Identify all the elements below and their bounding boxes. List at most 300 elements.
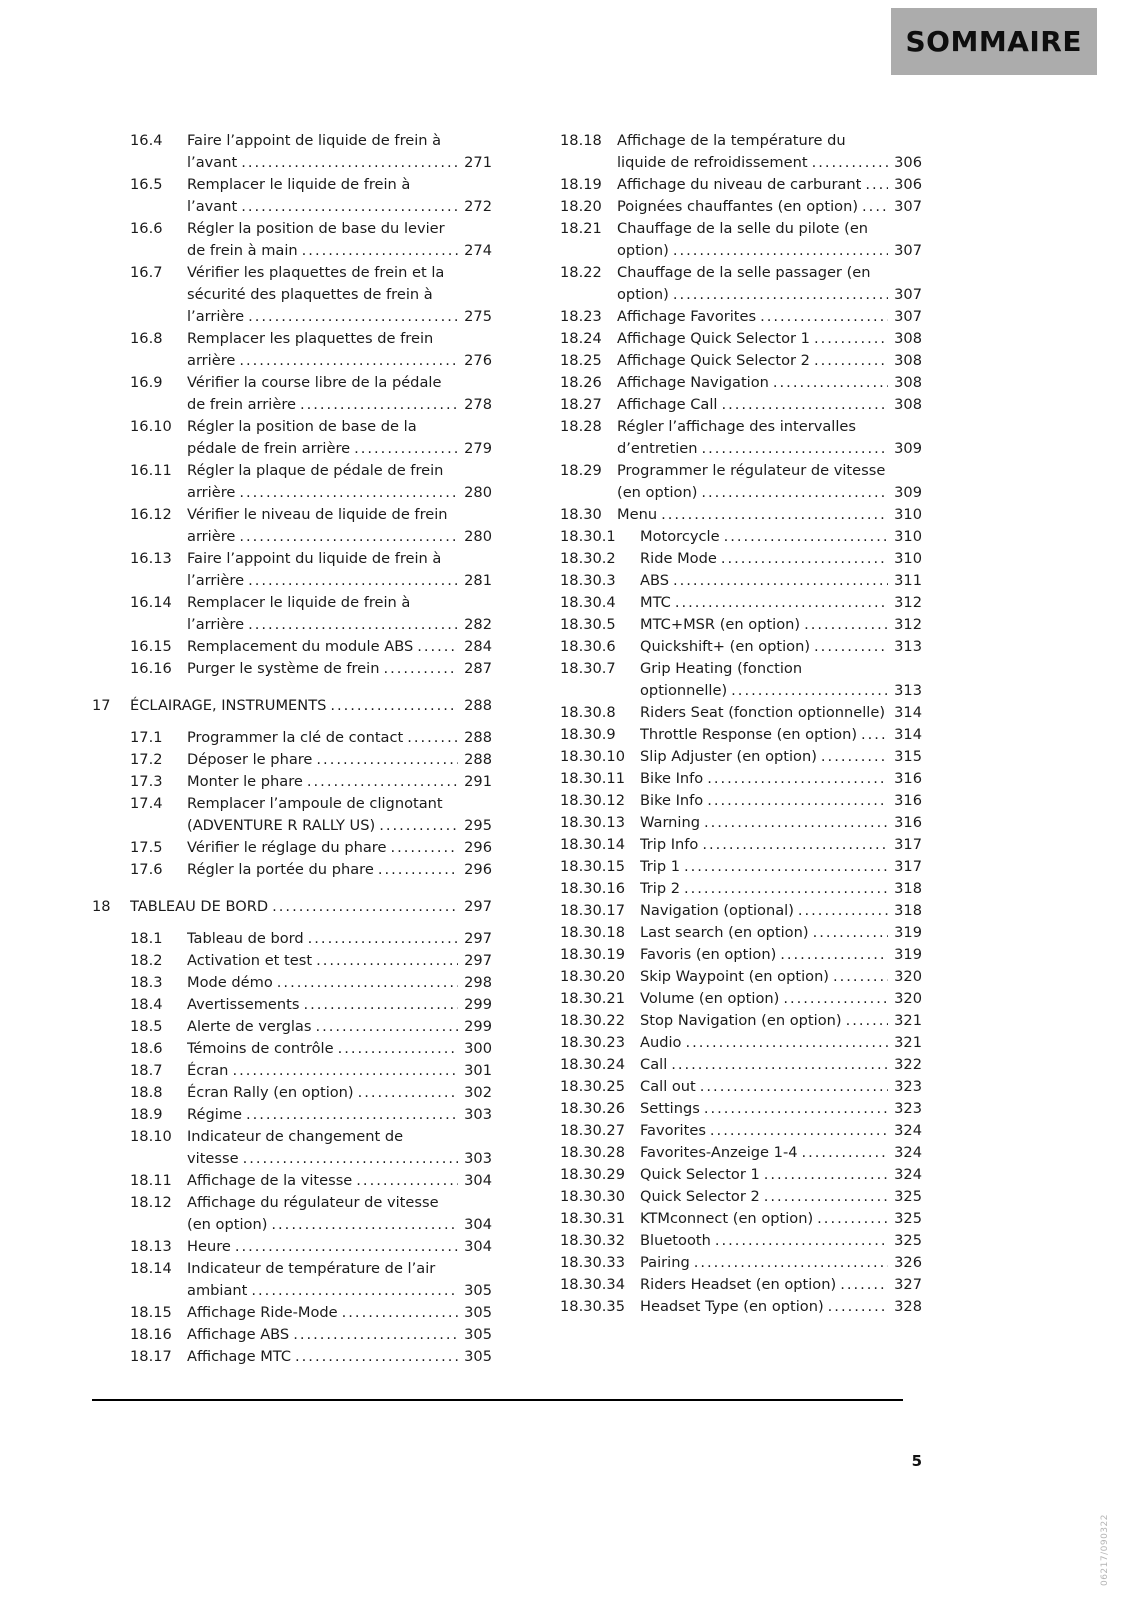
toc-entry-number: 17.4	[130, 795, 163, 812]
toc-entry-title: Affichage du niveau de carburant .....	[617, 174, 888, 196]
toc-entry-title: Activation et test .....	[187, 950, 458, 972]
toc-entry[interactable]	[130, 1038, 492, 1060]
toc-entry[interactable]	[130, 928, 492, 950]
toc-entry[interactable]	[130, 950, 492, 972]
toc-entry[interactable]	[130, 1104, 492, 1126]
toc-entry-title: Affichage Quick Selector 2 .....	[617, 350, 888, 372]
toc-entry-page: 310	[894, 528, 922, 545]
toc-entry-title: Monter le phare .....	[187, 771, 458, 793]
toc-entry[interactable]	[130, 658, 492, 680]
toc-entry-title: Régler la position de base de la pédale de frein arrière .....	[187, 416, 458, 460]
toc-entry-page: 325	[894, 1210, 922, 1227]
toc-entry-title: Affichage MTC .....	[187, 1346, 458, 1368]
toc-entry-page: 327	[894, 1276, 922, 1293]
toc-entry-title: Affichage ABS .....	[187, 1324, 458, 1346]
toc-entry[interactable]	[560, 1010, 922, 1032]
toc-entry-number: 18.30.32	[560, 1232, 625, 1249]
toc-entry-number: 17.3	[130, 773, 163, 790]
toc-entry[interactable]	[130, 837, 492, 859]
toc-entry[interactable]	[560, 856, 922, 878]
toc-entry[interactable]	[130, 1126, 492, 1170]
footer-rule	[92, 1399, 903, 1401]
toc-entry[interactable]	[560, 416, 922, 460]
toc-entry-title: Affichage Favorites .....	[617, 306, 888, 328]
toc-entry-title: Programmer le régulateur de vitesse (en option) .....	[617, 460, 888, 504]
toc-entry[interactable]	[560, 1296, 922, 1318]
toc-entry-page: 314	[894, 704, 922, 721]
toc-entry-title: Mode démo .....	[187, 972, 458, 994]
toc-entry-title: Écran .....	[187, 1060, 458, 1082]
toc-entry-page: 307	[894, 198, 922, 215]
toc-entry-title: Slip Adjuster (en option) .....	[640, 746, 888, 768]
toc-chapter-entry[interactable]	[92, 896, 492, 918]
toc-entry-number: 18.30.27	[560, 1122, 625, 1139]
toc-entry-number: 16.8	[130, 330, 163, 347]
toc-entry-page: 296	[464, 861, 492, 878]
toc-entry[interactable]	[130, 174, 492, 218]
toc-entry-number: 18.30.26	[560, 1100, 625, 1117]
toc-entry-number: 16.9	[130, 374, 163, 391]
toc-entry-title: Écran Rally (en option) .....	[187, 1082, 458, 1104]
toc-entry[interactable]	[130, 1082, 492, 1104]
toc-entry-title: MTC .....	[640, 592, 888, 614]
toc-entry[interactable]	[130, 1192, 492, 1236]
toc-entry[interactable]	[130, 416, 492, 460]
toc-entry-page: 317	[894, 836, 922, 853]
toc-entry[interactable]	[130, 771, 492, 793]
toc-entry-number: 16.12	[130, 506, 172, 523]
toc-entry[interactable]	[130, 460, 492, 504]
toc-entry-number: 18.21	[560, 220, 602, 237]
toc-entry-title: ÉCLAIRAGE, INSTRUMENTS .....	[130, 695, 458, 717]
toc-entry-title: Affichage Ride-Mode .....	[187, 1302, 458, 1324]
toc-entry[interactable]	[130, 972, 492, 994]
toc-entry-page: 305	[464, 1304, 492, 1321]
toc-entry-number: 18.22	[560, 264, 602, 281]
toc-entry-title: Call out .....	[640, 1076, 888, 1098]
toc-entry-title: Vérifier les plaquettes de frein et la sécurité des plaquettes de frein à l’arrière .....	[187, 262, 458, 328]
toc-entry-number: 18.30.9	[560, 726, 616, 743]
toc-entry-page: 324	[894, 1144, 922, 1161]
toc-entry[interactable]	[560, 1230, 922, 1252]
toc-entry[interactable]	[130, 548, 492, 592]
toc-entry-title: Audio .....	[640, 1032, 888, 1054]
toc-entry-page: 304	[464, 1216, 492, 1233]
toc-entry-page: 310	[894, 550, 922, 567]
toc-entry[interactable]	[560, 944, 922, 966]
toc-entry[interactable]	[560, 526, 922, 548]
toc-entry-number: 16.6	[130, 220, 163, 237]
toc-entry-title: Remplacer l’ampoule de clignotant (ADVENTURE R RALLY US) .....	[187, 793, 458, 837]
toc-entry[interactable]	[130, 793, 492, 837]
toc-entry-number: 17	[92, 697, 111, 714]
toc-entry-page: 295	[464, 817, 492, 834]
toc-entry-page: 315	[894, 748, 922, 765]
toc-entry-number: 18.30.5	[560, 616, 616, 633]
toc-entry[interactable]	[560, 768, 922, 790]
toc-entry[interactable]	[560, 1120, 922, 1142]
toc-entry-number: 18.28	[560, 418, 602, 435]
toc-entry-title: Stop Navigation (en option) .....	[640, 1010, 888, 1032]
toc-entry[interactable]	[560, 724, 922, 746]
toc-entry-title: Poignées chauffantes (en option) .....	[617, 196, 888, 218]
toc-entry-page: 279	[464, 440, 492, 457]
toc-entry-page: 307	[894, 308, 922, 325]
toc-entry-page: 282	[464, 616, 492, 633]
toc-entry-number: 18.30.4	[560, 594, 616, 611]
toc-entry-page: 271	[464, 154, 492, 171]
toc-entry[interactable]	[130, 994, 492, 1016]
toc-entry-title: Bluetooth .....	[640, 1230, 888, 1252]
toc-entry-title: Remplacer les plaquettes de frein arrière .....	[187, 328, 458, 372]
toc-entry[interactable]	[560, 790, 922, 812]
toc-entry[interactable]	[560, 1164, 922, 1186]
toc-entry-number: 18.20	[560, 198, 602, 215]
toc-entry-number: 17.2	[130, 751, 163, 768]
toc-entry-page: 299	[464, 1018, 492, 1035]
toc-entry-page: 288	[464, 751, 492, 768]
toc-entry-page: 297	[464, 898, 492, 915]
toc-entry-number: 18.30.20	[560, 968, 625, 985]
toc-entry-number: 18.30.35	[560, 1298, 625, 1315]
toc-chapter-entry[interactable]	[92, 695, 492, 717]
toc-entry-title: Riders Headset (en option) .....	[640, 1274, 888, 1296]
toc-entry[interactable]	[560, 900, 922, 922]
toc-entry-title: Quickshift+ (en option) .....	[640, 636, 888, 658]
toc-entry[interactable]	[130, 1302, 492, 1324]
toc-entry-title: Témoins de contrôle .....	[187, 1038, 458, 1060]
toc-entry-page: 305	[464, 1282, 492, 1299]
toc-entry-page: 324	[894, 1166, 922, 1183]
toc-entry-number: 18.18	[560, 132, 602, 149]
toc-entry-number: 18.4	[130, 996, 163, 1013]
toc-entry[interactable]	[130, 262, 492, 328]
toc-entry-title: Riders Seat (fonction optionnelle) .....	[640, 702, 888, 724]
toc-entry-number: 18.30.16	[560, 880, 625, 897]
toc-entry-title: Favorites .....	[640, 1120, 888, 1142]
toc-entry-page: 306	[894, 154, 922, 171]
toc-entry[interactable]	[560, 834, 922, 856]
toc-entry-title: Indicateur de changement de vitesse .....	[187, 1126, 458, 1170]
toc-entry[interactable]	[560, 878, 922, 900]
toc-entry-page: 308	[894, 374, 922, 391]
toc-entry-number: 18.30.34	[560, 1276, 625, 1293]
toc-entry[interactable]	[560, 1032, 922, 1054]
toc-entry-number: 18.30.24	[560, 1056, 625, 1073]
toc-entry[interactable]	[130, 1346, 492, 1368]
toc-entry-title: Régler l’affichage des intervalles d’entretien .....	[617, 416, 888, 460]
toc-entry[interactable]	[560, 1142, 922, 1164]
toc-entry-number: 18.15	[130, 1304, 172, 1321]
toc-entry-number: 18.30	[560, 506, 602, 523]
toc-entry-page: 316	[894, 814, 922, 831]
toc-entry-title: Throttle Response (en option) .....	[640, 724, 888, 746]
toc-entry-number: 18.30.28	[560, 1144, 625, 1161]
toc-entry-number: 18.12	[130, 1194, 172, 1211]
toc-entry-number: 18.3	[130, 974, 163, 991]
toc-entry-number: 16.5	[130, 176, 163, 193]
toc-entry-title: Headset Type (en option) .....	[640, 1296, 888, 1318]
toc-entry-page: 280	[464, 484, 492, 501]
toc-entry[interactable]	[130, 636, 492, 658]
toc-entry-number: 18.13	[130, 1238, 172, 1255]
toc-entry-page: 305	[464, 1326, 492, 1343]
toc-entry[interactable]	[560, 130, 922, 174]
toc-entry-page: 308	[894, 352, 922, 369]
toc-entry-page: 318	[894, 880, 922, 897]
toc-entry-title: Trip Info .....	[640, 834, 888, 856]
toc-entry-number: 18.1	[130, 930, 163, 947]
toc-entry-title: Remplacement du module ABS .....	[187, 636, 458, 658]
toc-entry-page: 319	[894, 924, 922, 941]
toc-entry[interactable]	[130, 749, 492, 771]
toc-entry[interactable]	[130, 1236, 492, 1258]
toc-entry[interactable]	[560, 746, 922, 768]
toc-entry[interactable]	[560, 504, 922, 526]
toc-entry-number: 17.5	[130, 839, 163, 856]
toc-entry-page: 314	[894, 726, 922, 743]
toc-entry[interactable]	[560, 1208, 922, 1230]
toc-entry-number: 18.30.6	[560, 638, 616, 655]
toc-entry-page: 325	[894, 1232, 922, 1249]
toc-entry-number: 18	[92, 898, 111, 915]
toc-entry-title: Vérifier la course libre de la pédale de frein arrière .....	[187, 372, 458, 416]
toc-entry-number: 18.14	[130, 1260, 172, 1277]
toc-entry[interactable]	[560, 658, 922, 702]
toc-entry-number: 18.30.3	[560, 572, 616, 589]
toc-entry[interactable]	[560, 1186, 922, 1208]
toc-entry[interactable]	[130, 592, 492, 636]
toc-entry-title: Avertissements .....	[187, 994, 458, 1016]
toc-entry-title: Affichage Quick Selector 1 .....	[617, 328, 888, 350]
toc-entry[interactable]	[130, 1324, 492, 1346]
toc-entry-page: 312	[894, 616, 922, 633]
toc-entry-page: 320	[894, 990, 922, 1007]
toc-entry-title: KTMconnect (en option) .....	[640, 1208, 888, 1230]
toc-entry-title: Pairing .....	[640, 1252, 888, 1274]
toc-entry[interactable]	[560, 306, 922, 328]
toc-entry-number: 18.25	[560, 352, 602, 369]
toc-entry-title: ABS .....	[640, 570, 888, 592]
toc-entry-number: 18.30.29	[560, 1166, 625, 1183]
toc-entry-page: 317	[894, 858, 922, 875]
toc-entry[interactable]	[130, 218, 492, 262]
toc-entry-number: 16.7	[130, 264, 163, 281]
toc-entry-title: Bike Info .....	[640, 768, 888, 790]
toc-entry-number: 18.30.8	[560, 704, 616, 721]
toc-entry-title: Volume (en option) .....	[640, 988, 888, 1010]
toc-entry[interactable]	[560, 812, 922, 834]
toc-entry[interactable]	[130, 504, 492, 548]
toc-entry-page: 308	[894, 396, 922, 413]
toc-entry[interactable]	[560, 592, 922, 614]
toc-entry[interactable]	[560, 1274, 922, 1296]
toc-entry-page: 284	[464, 638, 492, 655]
toc-entry[interactable]	[560, 570, 922, 592]
toc-entry-page: 321	[894, 1012, 922, 1029]
toc-entry-number: 18.30.33	[560, 1254, 625, 1271]
toc-entry-page: 322	[894, 1056, 922, 1073]
toc-entry-page: 274	[464, 242, 492, 259]
toc-entry-page: 299	[464, 996, 492, 1013]
toc-entry-page: 296	[464, 839, 492, 856]
toc-entry[interactable]	[560, 1252, 922, 1274]
toc-entry-page: 272	[464, 198, 492, 215]
toc-entry-title: Chauffage de la selle passager (en option) .....	[617, 262, 888, 306]
footer-page-number: 5	[911, 1452, 922, 1470]
toc-entry-number: 18.5	[130, 1018, 163, 1035]
toc-entry-page: 305	[464, 1348, 492, 1365]
toc-entry-page: 316	[894, 792, 922, 809]
toc-entry-number: 16.13	[130, 550, 172, 567]
toc-entry-page: 291	[464, 773, 492, 790]
toc-entry-title: Tableau de bord .....	[187, 928, 458, 950]
toc-content	[92, 130, 922, 1368]
toc-entry[interactable]	[560, 394, 922, 416]
toc-entry-page: 308	[894, 330, 922, 347]
toc-entry-title: Remplacer le liquide de frein à l’arrière .....	[187, 592, 458, 636]
toc-entry-page: 321	[894, 1034, 922, 1051]
toc-entry-number: 18.30.23	[560, 1034, 625, 1051]
toc-entry-title: Favorites-Anzeige 1-4 .....	[640, 1142, 888, 1164]
toc-entry-number: 18.30.30	[560, 1188, 625, 1205]
toc-entry-page: 324	[894, 1122, 922, 1139]
toc-entry-number: 18.27	[560, 396, 602, 413]
toc-entry-title: Programmer la clé de contact .....	[187, 727, 458, 749]
toc-entry[interactable]	[560, 1054, 922, 1076]
toc-entry-page: 280	[464, 528, 492, 545]
toc-entry-title: Ride Mode .....	[640, 548, 888, 570]
toc-entry[interactable]	[560, 1076, 922, 1098]
toc-entry-title: Settings .....	[640, 1098, 888, 1120]
toc-entry-page: 328	[894, 1298, 922, 1315]
toc-entry-number: 16.16	[130, 660, 172, 677]
toc-entry-number: 18.30.7	[560, 660, 616, 677]
toc-entry-title: Régler la plaque de pédale de frein arrière .....	[187, 460, 458, 504]
toc-entry[interactable]	[560, 218, 922, 262]
toc-entry-number: 18.30.19	[560, 946, 625, 963]
toc-entry-page: 323	[894, 1100, 922, 1117]
toc-entry-number: 18.30.1	[560, 528, 616, 545]
toc-entry-number: 18.30.22	[560, 1012, 625, 1029]
toc-entry-number: 16.11	[130, 462, 172, 479]
toc-entry-number: 16.10	[130, 418, 172, 435]
toc-entry[interactable]	[130, 372, 492, 416]
toc-entry-page: 313	[894, 682, 922, 699]
toc-entry[interactable]	[560, 460, 922, 504]
toc-entry-page: 298	[464, 974, 492, 991]
toc-entry[interactable]	[560, 548, 922, 570]
toc-entry-title: Quick Selector 2 .....	[640, 1186, 888, 1208]
toc-entry-page: 311	[894, 572, 922, 589]
toc-entry-number: 18.16	[130, 1326, 172, 1343]
toc-entry-title: Déposer le phare .....	[187, 749, 458, 771]
toc-entry[interactable]	[560, 174, 922, 196]
toc-entry[interactable]	[560, 350, 922, 372]
toc-entry-page: 300	[464, 1040, 492, 1057]
toc-entry[interactable]	[560, 922, 922, 944]
toc-entry-title: Affichage Navigation .....	[617, 372, 888, 394]
toc-entry-number: 18.24	[560, 330, 602, 347]
toc-entry-title: MTC+MSR (en option) .....	[640, 614, 888, 636]
toc-entry[interactable]	[560, 196, 922, 218]
toc-entry-page: 326	[894, 1254, 922, 1271]
toc-entry[interactable]	[560, 614, 922, 636]
toc-entry-number: 18.30.21	[560, 990, 625, 1007]
toc-entry[interactable]	[560, 372, 922, 394]
toc-entry-page: 302	[464, 1084, 492, 1101]
toc-entry-title: Faire l’appoint de liquide de frein à l’avant .....	[187, 130, 458, 174]
toc-entry[interactable]	[130, 859, 492, 881]
toc-entry-page: 304	[464, 1172, 492, 1189]
toc-entry[interactable]	[560, 262, 922, 306]
toc-entry-page: 278	[464, 396, 492, 413]
toc-entry-page: 303	[464, 1106, 492, 1123]
toc-entry-title: Trip 1 .....	[640, 856, 888, 878]
toc-entry-page: 310	[894, 506, 922, 523]
toc-entry-number: 18.30.17	[560, 902, 625, 919]
toc-entry-title: Favoris (en option) .....	[640, 944, 888, 966]
toc-entry-number: 18.30.15	[560, 858, 625, 875]
toc-entry[interactable]	[560, 702, 922, 724]
toc-entry-title: Navigation (optional) .....	[640, 900, 888, 922]
toc-entry-page: 301	[464, 1062, 492, 1079]
toc-entry-title: Faire l’appoint du liquide de frein à l’arrière .....	[187, 548, 458, 592]
toc-entry-title: Alerte de verglas .....	[187, 1016, 458, 1038]
toc-entry-title: Heure .....	[187, 1236, 458, 1258]
toc-entry-number: 18.30.18	[560, 924, 625, 941]
toc-entry-number: 18.30.10	[560, 748, 625, 765]
toc-entry[interactable]	[130, 727, 492, 749]
toc-entry-title: Affichage de la vitesse .....	[187, 1170, 458, 1192]
toc-entry-number: 18.30.31	[560, 1210, 625, 1227]
toc-entry-title: Quick Selector 1 .....	[640, 1164, 888, 1186]
toc-entry[interactable]	[560, 1098, 922, 1120]
toc-entry-page: 325	[894, 1188, 922, 1205]
toc-entry[interactable]	[560, 636, 922, 658]
toc-entry[interactable]	[560, 988, 922, 1010]
toc-entry-number: 18.30.11	[560, 770, 625, 787]
toc-entry[interactable]	[560, 328, 922, 350]
toc-entry-number: 18.2	[130, 952, 163, 969]
toc-entry-title: Régler la position de base du levier de frein à main .....	[187, 218, 458, 262]
toc-entry[interactable]	[130, 1170, 492, 1192]
toc-entry-number: 18.26	[560, 374, 602, 391]
toc-entry-page: 307	[894, 242, 922, 259]
toc-entry[interactable]	[560, 966, 922, 988]
toc-entry-page: 309	[894, 440, 922, 457]
toc-entry-title: Régler la portée du phare .....	[187, 859, 458, 881]
toc-entry-page: 306	[894, 176, 922, 193]
toc-entry-title: Remplacer le liquide de frein à l’avant .....	[187, 174, 458, 218]
toc-entry[interactable]	[130, 1016, 492, 1038]
toc-entry[interactable]	[130, 328, 492, 372]
toc-entry[interactable]	[130, 130, 492, 174]
toc-entry[interactable]	[130, 1060, 492, 1082]
toc-entry-title: Skip Waypoint (en option) .....	[640, 966, 888, 988]
toc-entry-page: 307	[894, 286, 922, 303]
toc-entry-title: TABLEAU DE BORD .....	[130, 896, 458, 918]
toc-entry-page: 316	[894, 770, 922, 787]
toc-entry-number: 18.8	[130, 1084, 163, 1101]
toc-entry-page: 276	[464, 352, 492, 369]
toc-entry-title: Affichage Call .....	[617, 394, 888, 416]
toc-entry-number: 18.6	[130, 1040, 163, 1057]
toc-entry[interactable]	[130, 1258, 492, 1302]
toc-entry-title: Affichage du régulateur de vitesse (en option) .....	[187, 1192, 458, 1236]
page-title: SOMMAIRE	[905, 25, 1082, 58]
toc-column-left	[92, 130, 492, 1368]
